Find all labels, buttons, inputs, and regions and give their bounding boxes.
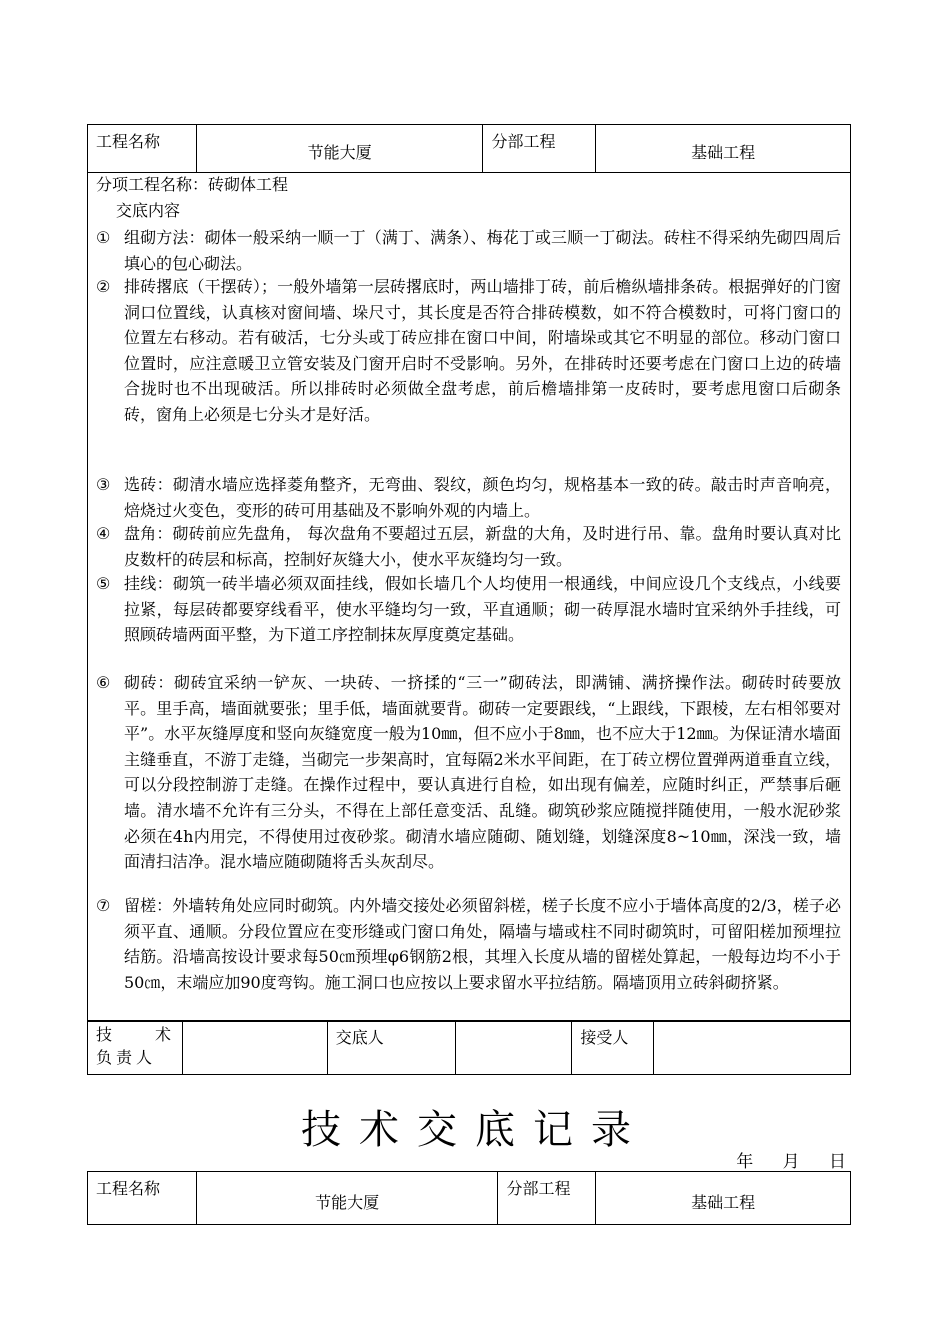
tech-lead-signature	[182, 1021, 327, 1075]
clause-5	[96, 571, 841, 648]
clause-text: 盘角：砌砖前应先盘角， 每次盘角不要超过五层，新盘的大角，及时进行吊、靠。盘角时要认真对比皮数杆的砖层和标高，控制好灰缝大小，使水平灰缝均匀一致。	[124, 524, 841, 569]
disclosure-table	[87, 124, 851, 1022]
clause-2	[96, 274, 841, 428]
project-name-label: 工程名称	[88, 125, 197, 173]
project-name-value: 节能大厦	[196, 125, 483, 173]
clause-1	[96, 225, 841, 276]
presenter-signature	[455, 1021, 572, 1075]
clause-number: ③	[96, 475, 111, 494]
clause-4	[96, 521, 841, 572]
receiver-signature	[654, 1021, 851, 1075]
clause-text: 挂线：砌筑一砖半墙必须双面挂线，假如长墙几个人均使用一根通线，中间应设几个支线点，小线要拉紧，每层砖都要穿线看平，使水平缝均匀一致，平直通顺；砌一砖厚混水墙时宜采纳外手挂线，可照顾砖墙两面平整，为下道工序控制抹灰厚度奠定基础。	[124, 574, 841, 645]
next-header-table	[87, 1171, 851, 1225]
clause-text: 砌砖：砌砖宜采纳一铲灰、一块砖、一挤揉的“三一”砌砖法，即满铺、满挤操作法。砌砖时砖要放平。里手高，墙面就要张；里手低，墙面就要背。砌砖一定要跟线，“上跟线，下跟棱，左右相邻要对平”。水平灰缝厚度和竖向灰缝宽度一般为10㎜，但不应小于8㎜，也不应大于12㎜。为保证清水墙面主缝垂直，不游丁走缝，当砌完一步架高时，宜每隔2米水平间距，在丁砖立楞位置弹两道垂直立线，可以分段控制游丁走缝。在操作过程中，要认真进行自检，如出现有偏差，应随时纠正，严禁事后砸墙。清水墙不允许有三分头，不得在上部任意变活、乱缝。砌筑砂浆应随搅拌随使用，一般水泥砂浆必须在4h内用完，不得使用过夜砂浆。砌清水墙应随砌、随划缝，划缝深度8~10㎜，深浅一致，墙面清扫洁净。混水墙应随砌随将舌头灰刮尽。	[124, 673, 841, 872]
clause-number: ⑥	[96, 673, 111, 692]
content-title: 交底内容	[116, 201, 181, 220]
presenter-label: 交底人	[327, 1021, 455, 1075]
signature-table	[87, 1020, 851, 1075]
division-value: 基础工程	[596, 125, 851, 173]
content-cell	[88, 173, 851, 1022]
clause-number: ②	[96, 277, 111, 296]
clause-number: ①	[96, 228, 111, 247]
record-title: 技术交底记录	[301, 1107, 649, 1153]
clause-text: 组砌方法：砌体一般采纳一顺一丁（满丁、满条）、梅花丁或三顺一丁砌法。砖柱不得采纳先砌四周后填心的包心砌法。	[124, 228, 841, 273]
division-value: 基础工程	[596, 1172, 851, 1225]
date-line: 年 月 日	[736, 1152, 846, 1172]
clause-7	[96, 893, 841, 995]
clause-text: 留槎：外墙转角处应同时砌筑。内外墙交接处必须留斜槎，槎子长度不应小于墙体高度的2/3，槎子必须平直、通顺。分段位置应在变形缝或门窗口角处，隔墙与墙或柱不同时砌筑时，可留阳槎加预埋拉结筋。沿墙高按设计要求每50㎝预埋φ6钢筋2根，其埋入长度从墙的留槎处算起，一般每边均不小于50㎝，末端应加90度弯钩。施工洞口也应按以上要求留水平拉结筋。隔墙顶用立砖斜砌挤紧。	[124, 896, 841, 992]
division-label: 分部工程	[483, 125, 596, 173]
clause-3	[96, 472, 841, 523]
clause-number: ⑤	[96, 574, 111, 593]
tech-lead-label: 技 术 负责人	[88, 1021, 183, 1075]
clause-number: ⑦	[96, 896, 111, 915]
division-label: 分部工程	[498, 1172, 596, 1225]
subitem-name: 分项工程名称：砖砌体工程	[96, 175, 289, 194]
receiver-label: 接受人	[572, 1021, 654, 1075]
project-name-label: 工程名称	[88, 1172, 197, 1225]
clause-text: 选砖：砌清水墙应选择菱角整齐，无弯曲、裂纹，颜色均匀，规格基本一致的砖。敲击时声音响亮，焙烧过火变色，变形的砖可用基础及不影响外观的内墙上。	[124, 475, 841, 520]
clause-text: 排砖撂底（干摆砖）；一般外墙第一层砖撂底时，两山墙排丁砖，前后檐纵墙排条砖。根据弹好的门窗洞口位置线，认真核对窗间墙、垛尺寸，其长度是否符合排砖模数，如不符合模数时，可将门窗口的位置左右移动。若有破活，七分头或丁砖应排在窗口中间，附墙垛或其它不明显的部位。移动门窗口位置时，应注意暖卫立管安装及门窗开启时不受影响。另外，在排砖时还要考虑在门窗口上边的砖墙合拢时也不出现破活。所以排砖时必须做全盘考虑，前后檐墙排第一皮砖时，要考虑甩窗口后砌条砖，窗角上必须是七分头才是好活。	[124, 277, 841, 424]
clause-number: ④	[96, 524, 111, 543]
clause-6	[96, 670, 841, 875]
project-name-value: 节能大厦	[196, 1172, 498, 1225]
